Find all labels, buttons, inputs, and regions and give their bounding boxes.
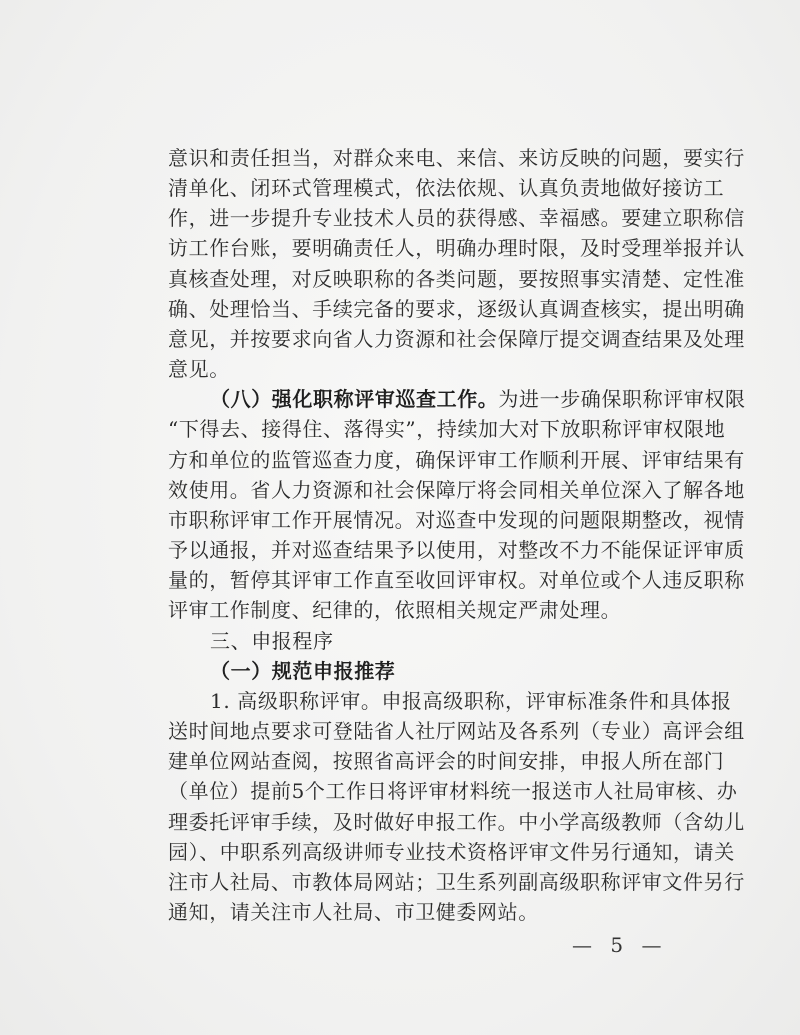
paragraph-line: 通知，请关注市人社局、市卫健委网站。 <box>168 900 539 924</box>
paragraph-line: 1. 高级职称评审。申报高级职称，评审标准条件和具体报 <box>210 688 732 713</box>
paragraph-line: “下得去、接得住、落得实”，持续加大对下放职称评审权限地 <box>168 417 726 442</box>
paragraph-line: （单位）提前5个工作日将评审材料统一报送市人社局审核、办 <box>168 779 738 804</box>
paragraph-line: 作，进一步提升专业技术人员的获得感、幸福感。要建立职称信 <box>168 206 745 231</box>
paragraph-line: 方和单位的监管巡查力度，确保评审工作顺利开展、评审结果有 <box>168 447 745 472</box>
paragraph-line: 意见，并按要求向省人力资源和社会保障厅提交调查结果及处理 <box>168 326 745 351</box>
section-8-first-rest: 为进一步确保职称评审权限 <box>498 387 746 412</box>
section-heading: 三、申报程序 <box>210 628 334 653</box>
paragraph-line: 建单位网站查阅，按照省高评会的时间安排，申报人所在部门 <box>168 749 725 774</box>
paragraph-line: 园）、中职系列高级讲师专业技术资格评审文件另行通知，请关 <box>168 839 735 864</box>
paragraph-line: 注市人社局、市教体局网站；卫生系列副高级职称评审文件另行 <box>168 869 745 894</box>
paragraph-line: 访工作台账，要明确责任人，明确办理时限，及时受理举报并认 <box>168 236 745 261</box>
paragraph-line: 效使用。省人力资源和社会保障厅将会同相关单位深入了解各地 <box>168 477 745 502</box>
paragraph-line: 市职称评审工作开展情况。对巡查中发现的问题限期整改，视情 <box>168 507 745 532</box>
page-number: — 5 — <box>572 933 668 957</box>
sub-heading: （一）规范申报推荐 <box>210 658 396 683</box>
paragraph-line: 意识和责任担当，对群众来电、来信、来访反映的问题，要实行 <box>168 146 745 170</box>
paragraph-line: 量的，暂停其评审工作直至收回评审权。对单位或个人违反职称 <box>168 568 745 593</box>
paragraph-line: 意见。 <box>168 357 230 382</box>
paragraph-line: 确、处理恰当、手续完备的要求，逐级认真调查核实，提出明确 <box>168 296 745 321</box>
paragraph-line: 清单化、闭环式管理模式，依法依规、认真负责地做好接访工 <box>168 176 725 201</box>
paragraph-line: 评审工作制度、纪律的，依照相关规定严肃处理。 <box>168 598 622 623</box>
paragraph-line: 予以通报，并对巡查结果予以使用，对整改不力不能保证评审质 <box>168 538 745 563</box>
section-8-first-line <box>210 387 746 411</box>
section-8-title: （八）强化职称评审巡查工作。 <box>210 387 499 412</box>
paragraph-line: 理委托评审手续，及时做好申报工作。中小学高级教师（含幼儿 <box>168 809 745 834</box>
paragraph-line: 送时间地点要求可登陆省人社厅网站及各系列（专业）高评会组 <box>168 719 745 744</box>
paragraph-line: 真核查处理，对反映职称的各类问题，要按照事实清楚、定性准 <box>168 266 745 291</box>
